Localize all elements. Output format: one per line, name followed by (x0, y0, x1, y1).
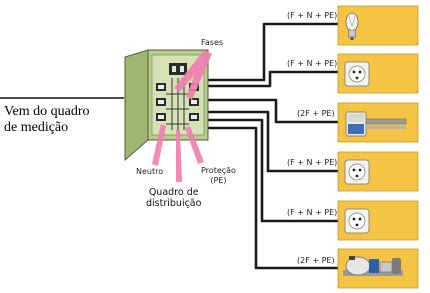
socket-outlet-icon (345, 62, 369, 86)
motor-pump-icon (343, 256, 403, 276)
incoming-label-line1: Vem do quadro (4, 104, 90, 119)
circuit-label-5: (F + N + PE) (287, 208, 338, 217)
panel-name-line2: distribuição (146, 198, 202, 210)
main-breaker (169, 63, 187, 75)
circuit-label-6: (2F + PE) (297, 256, 335, 265)
protection-label-line2: (PE) (210, 175, 227, 185)
phases-label: Fases (201, 38, 224, 47)
protection-label-line1: Proteção (201, 166, 236, 175)
socket-outlet-icon (345, 209, 369, 233)
circuit-label-3: (2F + PE) (297, 109, 335, 118)
panel-name (146, 187, 201, 210)
socket-outlet-icon (345, 160, 369, 184)
incoming-label (4, 104, 90, 136)
incoming-label-line2: de medição (4, 120, 69, 136)
circuit-label-1: (F + N + PE) (287, 11, 338, 20)
circuit-label-2: (F + N + PE) (287, 59, 338, 68)
load-boxes (338, 6, 418, 288)
protection-label (201, 166, 236, 185)
panel-name-line1: Quadro de (148, 187, 199, 198)
feeder-wire-6 (206, 128, 338, 268)
neutral-label: Neutro (136, 167, 164, 176)
circuit-label-4: (F + N + PE) (287, 158, 338, 167)
panel-door (125, 50, 148, 160)
